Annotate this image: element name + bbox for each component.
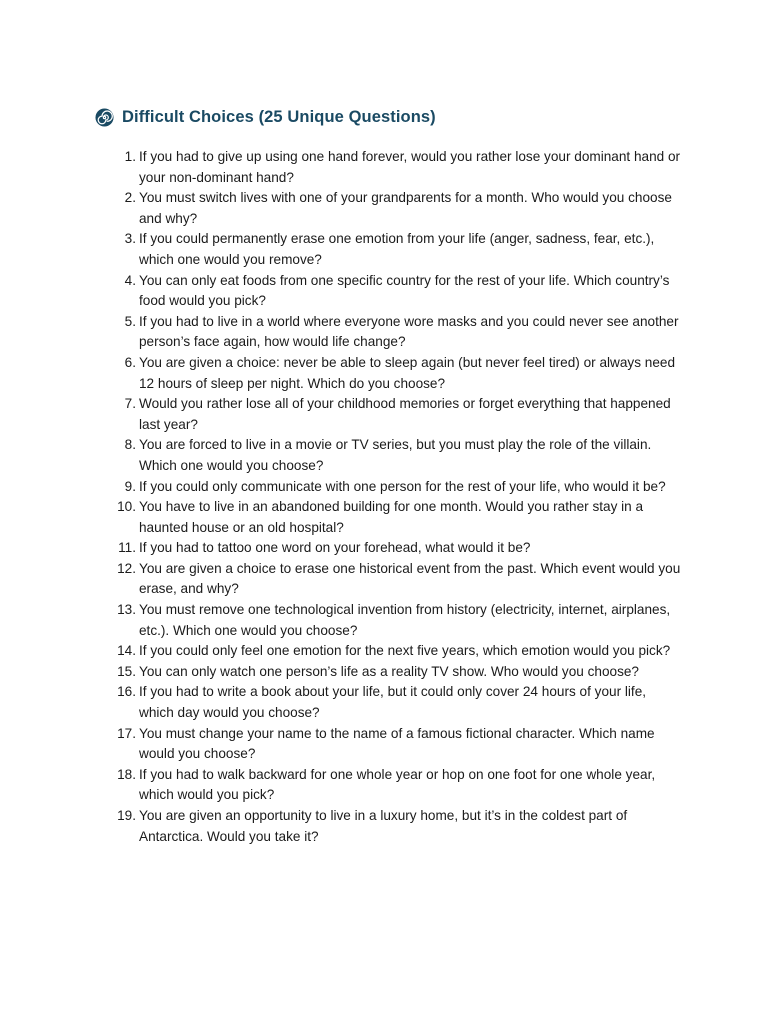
question-text: You are given an opportunity to live in a luxury home, but it’s in the coldest part of Antarctica. Would you take it? bbox=[139, 808, 628, 844]
question-number: 16. bbox=[117, 684, 136, 700]
question-number: 15. bbox=[117, 663, 136, 679]
question-number: 12. bbox=[117, 560, 136, 576]
question-number: 4. bbox=[124, 272, 136, 288]
question-number: 3. bbox=[124, 231, 136, 247]
question-text: If you had to walk backward for one whole year or hop on one foot for one whole year, which would you pick? bbox=[139, 766, 656, 803]
question-text: You can only eat foods from one specific country for the rest of your life. Which country’s food would you pick? bbox=[139, 272, 670, 309]
question-number: 9. bbox=[124, 478, 136, 494]
question-item bbox=[108, 477, 683, 498]
question-item bbox=[108, 353, 683, 394]
question-item bbox=[108, 600, 683, 641]
question-text: If you could only feel one emotion for the next five years, which emotion would you pick? bbox=[139, 643, 671, 659]
question-item bbox=[108, 765, 683, 806]
question-text: If you had to tattoo one word on your forehead, what would it be? bbox=[139, 540, 531, 556]
question-text: If you could permanently erase one emotion from your life (anger, sadness, fear, etc.), which one would you remove? bbox=[139, 231, 655, 267]
section-heading bbox=[95, 105, 436, 129]
question-item bbox=[108, 641, 683, 662]
question-text: You must switch lives with one of your grandparents for a month. Who would you choose and why? bbox=[139, 190, 672, 226]
question-text: You must change your name to the name of a famous fictional character. Which name would you choose? bbox=[139, 725, 655, 762]
question-number: 17. bbox=[117, 725, 136, 741]
question-number: 2. bbox=[124, 190, 136, 206]
question-list bbox=[108, 147, 683, 847]
question-text: If you had to write a book about your life, but it could only cover 24 hours of your life, which day would you choose? bbox=[139, 684, 647, 721]
question-text: You can only watch one person’s life as a reality TV show. Who would you choose? bbox=[139, 663, 639, 679]
question-item bbox=[108, 394, 683, 435]
question-number: 10. bbox=[117, 499, 136, 515]
question-item bbox=[108, 497, 683, 538]
question-text: You are given a choice: never be able to sleep again (but never feel tired) or always need 12 hours of sleep per night. Which do you choose? bbox=[139, 354, 676, 391]
question-number: 8. bbox=[124, 437, 136, 453]
question-item bbox=[108, 538, 683, 559]
question-number: 14. bbox=[117, 643, 136, 659]
question-item bbox=[108, 229, 683, 270]
question-text: You must remove one technological invention from history (electricity, internet, airplanes, etc.). Which one would you choose? bbox=[139, 602, 671, 638]
question-text: You are given a choice to erase one historical event from the past. Which event would you erase, and why? bbox=[139, 560, 681, 597]
question-item bbox=[108, 662, 683, 683]
question-number: 18. bbox=[117, 766, 136, 782]
question-item bbox=[108, 188, 683, 229]
question-item bbox=[108, 147, 683, 188]
question-number: 11. bbox=[118, 540, 136, 556]
question-text: Would you rather lose all of your childhood memories or forget everything that happened last year? bbox=[139, 396, 671, 432]
question-number: 19. bbox=[117, 808, 136, 823]
question-text: You are forced to live in a movie or TV series, but you must play the role of the villain. Which one would you choose? bbox=[139, 437, 652, 473]
question-text: If you had to live in a world where everyone wore masks and you could never see another person’s face again, how would life change? bbox=[139, 313, 679, 350]
question-text: You have to live in an abandoned building for one month. Would you rather stay in a haunted house or an old hospital? bbox=[139, 499, 644, 535]
question-text: If you could only communicate with one person for the rest of your life, who would it be? bbox=[139, 478, 666, 494]
question-number: 7. bbox=[124, 396, 136, 412]
question-number: 13. bbox=[117, 602, 136, 618]
question-number: 1. bbox=[124, 149, 136, 164]
question-item bbox=[108, 806, 683, 847]
question-item bbox=[108, 724, 683, 765]
question-item bbox=[108, 312, 683, 353]
spiral-icon bbox=[95, 108, 114, 127]
question-item bbox=[108, 682, 683, 723]
question-item bbox=[108, 559, 683, 600]
question-number: 6. bbox=[124, 354, 136, 370]
question-text: If you had to give up using one hand forever, would you rather lose your dominant hand or your non-dominant hand? bbox=[139, 149, 681, 185]
page-title: Difficult Choices (25 Unique Questions) bbox=[122, 107, 436, 126]
question-number: 5. bbox=[124, 313, 136, 329]
question-item bbox=[108, 271, 683, 312]
question-item bbox=[108, 435, 683, 476]
